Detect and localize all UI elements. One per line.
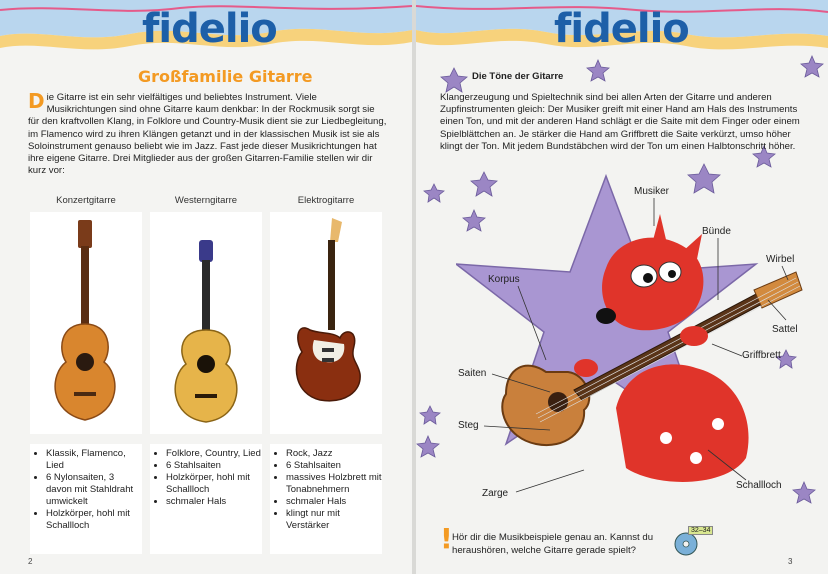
konzertgitarre-image <box>30 212 142 434</box>
intro-paragraph <box>28 89 388 177</box>
track-number-badge: 32–34 <box>688 526 713 535</box>
label-wirbel: Wirbel <box>766 254 795 265</box>
westerngitarre-features <box>150 444 262 554</box>
body-paragraph: Klangerzeugung und Spieltechnik sind bei allen Arten der Gitarre und anderen Zupfinstrumenten gleich: Der Musiker greift mit einer Hand am Hals des Instruments einen Ton, und mit der anderen Hand schlägt er die Saite mit dem Finger oder einem Spielblättchen an. Je stärker die Hand am Griffbrett die Saite verkürzt, umso höher klingt der Ton. Mit jedem Bundstäbchen wird der Ton um einen Halbtonschritt höher. <box>440 92 800 152</box>
elektrogitarre-image <box>270 212 382 434</box>
feature-item: • 6 Stahlsaiten <box>166 460 262 472</box>
page-title: Großfamilie Gitarre <box>138 67 313 86</box>
feature-item: • Rock, Jazz <box>286 448 382 460</box>
label-zarge: Zarge <box>482 488 509 499</box>
label-saiten: Saiten <box>458 368 487 379</box>
feature-item: • schmaler Hals <box>286 496 382 508</box>
listening-note: Hör dir die Musikbeispiele genau an. Kannst du heraushören, welche Gitarre gerade spielt? <box>452 532 654 556</box>
logo: fidelio <box>142 6 277 52</box>
westerngitarre-image <box>150 212 262 434</box>
feature-item: • Holzkörper, hohl mit Schallloch <box>46 508 142 532</box>
feature-item: • 6 Nylonsaiten, 3 davon mit Stahldraht umwickelt <box>46 472 142 508</box>
page-number: 2 <box>28 557 33 566</box>
feature-item: • klingt nur mit Verstärker <box>286 508 382 532</box>
guitar-name-konzert: Konzertgitarre <box>56 195 116 206</box>
guitar-name-western: Westerngitarre <box>174 195 238 206</box>
right-page <box>416 0 828 574</box>
section-subtitle: Die Töne der Gitarre <box>472 71 564 82</box>
exclamation-icon: ! <box>440 522 453 555</box>
feature-item: • Klassik, Flamenco, Lied <box>46 448 142 472</box>
elektrogitarre-features <box>270 444 382 554</box>
feature-item: • schmaler Hals <box>166 496 262 508</box>
logo: fidelio <box>554 6 689 52</box>
dropcap: D <box>28 89 45 113</box>
feature-item: • Folklore, Country, Lied <box>166 448 262 460</box>
label-griffbrett: Griffbrett <box>742 350 781 361</box>
label-steg: Steg <box>458 420 479 431</box>
label-sattel: Sattel <box>772 324 798 335</box>
intro-text: ie Gitarre ist ein sehr vielfältiges und beliebtes Instrument. Viele Musikrichtungen sind ohne Gitarre kaum denkbar: In der Rockmusik sorgt sie für den kraftvollen Klang, in Folklore und Country-Musik dient sie zur Liedbegleitung, im Flamenco wird zu ihren Klängen getanzt und in der klassischen Musik ist sie als Soloinstrument genauso beliebt wie im Jazz. Fast jede dieser Musikrichtungen hat ihre eigene Gitarre. Drei Mitglieder aus der großen Gitarren-Familie stellen wir dir kurz vor: <box>28 92 387 177</box>
feature-item: • Holzkörper, hohl mit Schallloch <box>166 472 262 496</box>
feature-item: • massives Holzbrett mit Tonabnehmern <box>286 472 382 496</box>
feature-item: • 6 Stahlsaiten <box>286 460 382 472</box>
label-schallloch: Schallloch <box>736 480 782 491</box>
guitar-name-elektro: Elektrogitarre <box>297 195 355 206</box>
page-number: 3 <box>788 557 793 566</box>
label-buende: Bünde <box>702 226 731 237</box>
label-leader-lines <box>416 0 828 574</box>
konzertgitarre-features <box>30 444 142 554</box>
left-page <box>0 0 412 574</box>
label-musiker: Musiker <box>634 186 670 197</box>
label-korpus: Korpus <box>488 274 520 285</box>
